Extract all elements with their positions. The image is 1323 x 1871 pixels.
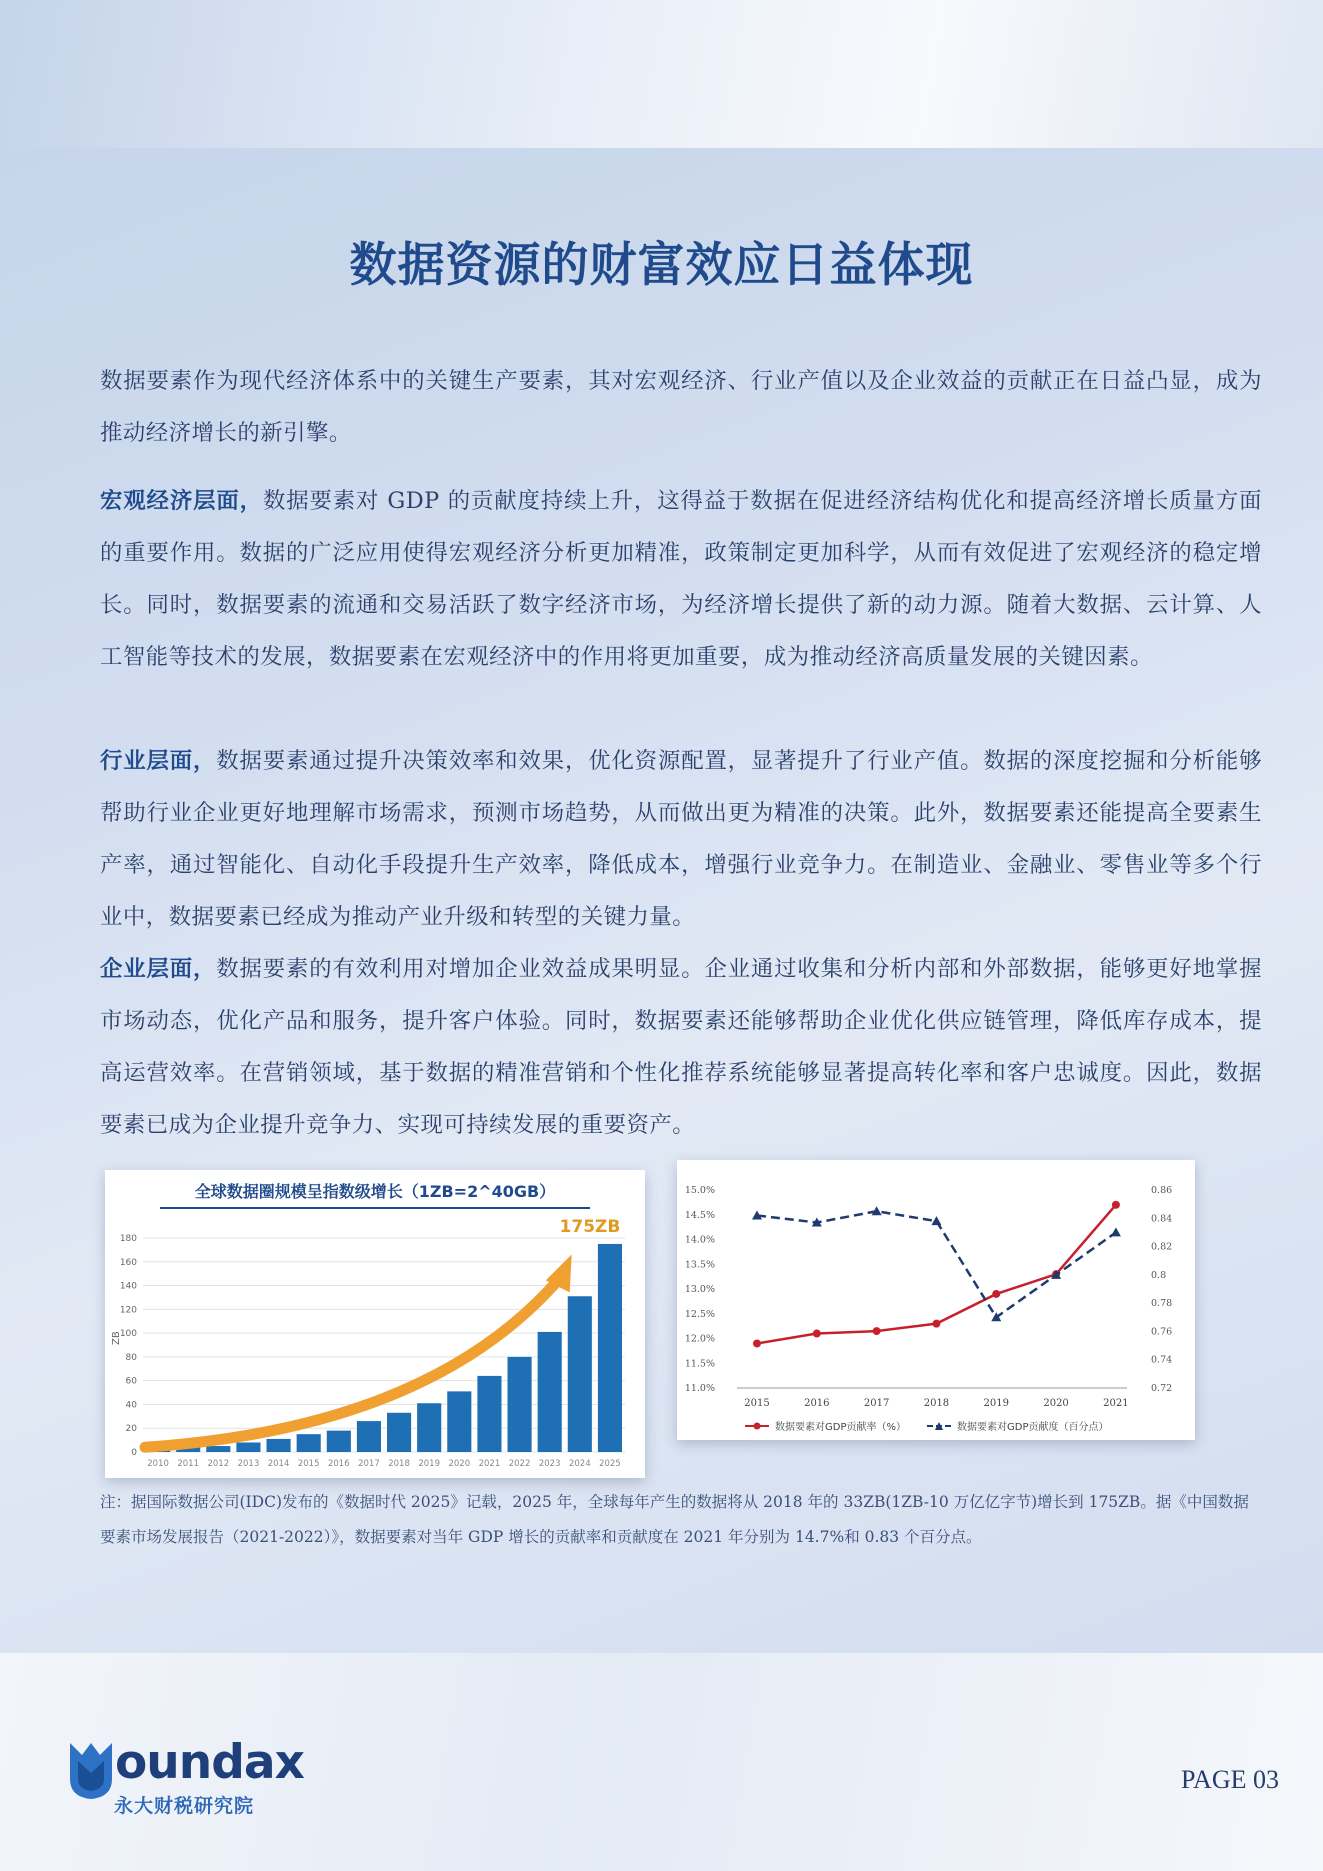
x-tick-label: 2021 <box>478 1459 501 1469</box>
x-tick-label: 2010 <box>147 1459 169 1469</box>
right-tick-label: 0.72 <box>1151 1383 1173 1394</box>
left-tick-label: 11.5% <box>684 1358 715 1370</box>
right-tick-label: 0.84 <box>1151 1213 1173 1225</box>
left-axis-labels <box>685 1185 715 1394</box>
data-sphere-chart <box>105 1170 645 1478</box>
y-tick-label: 0 <box>131 1448 137 1458</box>
macro-paragraph <box>100 475 1262 683</box>
x-tick-label: 2015 <box>297 1459 320 1469</box>
x-tick-labels <box>147 1459 621 1469</box>
x-tick-label: 2017 <box>863 1398 890 1409</box>
bar-series <box>146 1244 622 1452</box>
x-tick-label: 2015 <box>744 1398 770 1409</box>
rate-point <box>753 1339 761 1347</box>
logo <box>68 1735 304 1825</box>
rate-point <box>813 1330 821 1338</box>
bar <box>327 1431 351 1452</box>
y-tick-label: 40 <box>125 1400 137 1411</box>
bar <box>357 1421 381 1452</box>
x-tick-label: 2022 <box>508 1459 531 1469</box>
legend-marker-rate <box>754 1423 761 1430</box>
footnote: 注：据国际数据公司(IDC)发布的《数据时代 2025》记载，2025 年，全球每年产生的数据将从 2018 年的 33ZB(1ZB-10 万亿亿字节)增长到 175ZB。据《中国数据要素市场发展报告（2021-2022）》，数据要素对当年 GDP 增长的贡献率和贡献度在 2021 年分别为 14.7%和 0.83 个百分点。 <box>100 1493 1249 1546</box>
rate-point <box>932 1320 940 1328</box>
bar <box>206 1446 230 1452</box>
chart-title: 全球数据圈规模呈指数级增长（1ZB=2^40GB） <box>194 1182 556 1201</box>
left-tick-label: 12.0% <box>684 1333 715 1345</box>
bar <box>508 1357 532 1452</box>
right-tick-label: 0.78 <box>1151 1298 1173 1310</box>
gdp-contribution-figure <box>677 1160 1195 1440</box>
right-tick-label: 0.86 <box>1151 1185 1173 1196</box>
left-tick-label: 12.5% <box>684 1308 715 1320</box>
legend-label-degree: 数据要素对GDP贡献度（百分点） <box>957 1422 1109 1433</box>
legend-label-rate: 数据要素对GDP贡献率（%） <box>775 1422 906 1433</box>
x-tick-labels <box>744 1398 1128 1409</box>
header-band <box>0 0 1323 148</box>
bar <box>236 1442 260 1452</box>
right-axis-labels <box>1151 1185 1172 1394</box>
industry-body: 数据要素通过提升决策效率和效果，优化资源配置，显著提升了行业产值。数据的深度挖掘和分析能够帮助行业企业更好地理解市场需求，预测市场趋势，从而做出更为精准的决策。此外，数据要素还能提高全要素生产率，通过智能化、自动化手段提升生产效率，降低成本，增强行业竞争力。在制造业、金融业、零售业等多个行业中，数据要素已经成为推动产业升级和转型的关键力量。 <box>100 748 1263 930</box>
y-tick-label: 120 <box>119 1305 137 1316</box>
y-axis-label: ZB <box>111 1331 122 1345</box>
x-tick-label: 2019 <box>418 1459 441 1469</box>
y-tick-label: 180 <box>119 1234 137 1244</box>
degree-point <box>1111 1227 1121 1236</box>
x-tick-label: 2023 <box>538 1459 561 1469</box>
data-sphere-figure <box>105 1170 645 1478</box>
y-tick-label: 160 <box>119 1257 137 1268</box>
x-tick-label: 2017 <box>358 1459 380 1469</box>
right-tick-label: 0.74 <box>1151 1354 1173 1366</box>
x-tick-label: 2011 <box>177 1459 200 1469</box>
x-tick-label: 2018 <box>923 1398 950 1409</box>
macro-body: 数据要素对 GDP 的贡献度持续上升，这得益于数据在促进经济结构优化和提高经济增长质量方面的重要作用。数据的广泛应用使得宏观经济分析更加精准，政策制定更加科学，从而有效促进了宏观经济的稳定增长。同时，数据要素的流通和交易活跃了数字经济市场，为经济增长提供了新的动力源。随着大数据、云计算、人工智能等技术的发展，数据要素在宏观经济中的作用将更加重要，成为推动经济高质量发展的关键因素。 <box>100 488 1263 670</box>
rate-point <box>873 1327 881 1335</box>
y-tick-label: 60 <box>125 1376 137 1387</box>
y-tick-labels <box>120 1234 137 1458</box>
y-tick-label: 100 <box>119 1329 137 1340</box>
left-tick-label: 11.0% <box>684 1383 715 1394</box>
x-tick-label: 2018 <box>388 1459 410 1469</box>
y-tick-label: 80 <box>125 1352 137 1363</box>
left-tick-label: 14.0% <box>684 1234 715 1246</box>
rate-point <box>992 1290 1000 1298</box>
bar <box>598 1244 622 1452</box>
degree-line <box>757 1211 1116 1317</box>
x-tick-label: 2016 <box>327 1459 350 1469</box>
left-tick-label: 13.5% <box>684 1259 715 1271</box>
bar <box>477 1376 501 1452</box>
left-tick-label: 13.0% <box>684 1284 715 1295</box>
industry-lead: 行业层面， <box>100 748 217 774</box>
x-tick-label: 2021 <box>1103 1398 1129 1409</box>
right-tick-label: 0.8 <box>1151 1269 1167 1281</box>
enterprise-body: 数据要素的有效利用对增加企业效益成果明显。企业通过收集和分析内部和外部数据，能够更好地掌握市场动态，优化产品和服务，提升客户体验。同时，数据要素还能够帮助企业优化供应链管理，降低库存成本，提高运营效率。在营销领域，基于数据的精准营销和个性化推荐系统能够显著提高转化率和客户忠诚度。因此，数据要素已成为企业提升竞争力、实现可持续发展的重要资产。 <box>100 956 1263 1138</box>
degree-point <box>931 1216 941 1225</box>
x-tick-label: 2025 <box>599 1459 621 1469</box>
logo-mark-icon <box>68 1739 114 1801</box>
line-series <box>752 1201 1121 1348</box>
bar <box>297 1434 321 1452</box>
y-tick-label: 20 <box>125 1424 137 1435</box>
bar <box>538 1332 562 1452</box>
logo-wordmark: oundax <box>115 1735 304 1790</box>
rate-point <box>1112 1201 1120 1209</box>
x-tick-label: 2020 <box>1043 1398 1069 1409</box>
x-tick-label: 2012 <box>207 1459 230 1469</box>
x-tick-label: 2019 <box>983 1398 1009 1409</box>
bar <box>267 1439 291 1452</box>
x-tick-label: 2024 <box>568 1459 591 1469</box>
bar <box>387 1413 411 1452</box>
left-tick-label: 15.0% <box>684 1185 715 1196</box>
gdp-contribution-chart <box>677 1160 1195 1440</box>
bar <box>568 1296 592 1452</box>
y-tick-label: 140 <box>119 1281 137 1292</box>
page-number: PAGE 03 <box>1180 1765 1279 1794</box>
legend <box>745 1420 1108 1433</box>
enterprise-lead: 企业层面， <box>100 956 217 982</box>
x-tick-label: 2020 <box>448 1459 471 1469</box>
right-tick-label: 0.76 <box>1151 1326 1173 1338</box>
left-tick-label: 14.5% <box>684 1209 715 1221</box>
intro-paragraph: 数据要素作为现代经济体系中的关键生产要素，其对宏观经济、行业产值以及企业效益的贡献正在日益凸显，成为推动经济增长的新引擎。 <box>100 368 1262 446</box>
x-tick-label: 2014 <box>267 1459 290 1469</box>
page-title: 数据资源的财富效应日益体现 <box>349 238 974 293</box>
bar <box>447 1391 471 1452</box>
right-tick-label: 0.82 <box>1151 1241 1173 1253</box>
x-tick-label: 2013 <box>237 1459 260 1469</box>
x-tick-label: 2016 <box>804 1398 830 1409</box>
macro-lead: 宏观经济层面， <box>100 488 263 514</box>
bar <box>417 1403 441 1452</box>
total-annotation: 175ZB <box>559 1216 621 1237</box>
logo-subtitle: 永大财税研究院 <box>114 1795 255 1817</box>
industry-paragraph <box>100 735 1262 943</box>
enterprise-paragraph <box>100 943 1262 1151</box>
